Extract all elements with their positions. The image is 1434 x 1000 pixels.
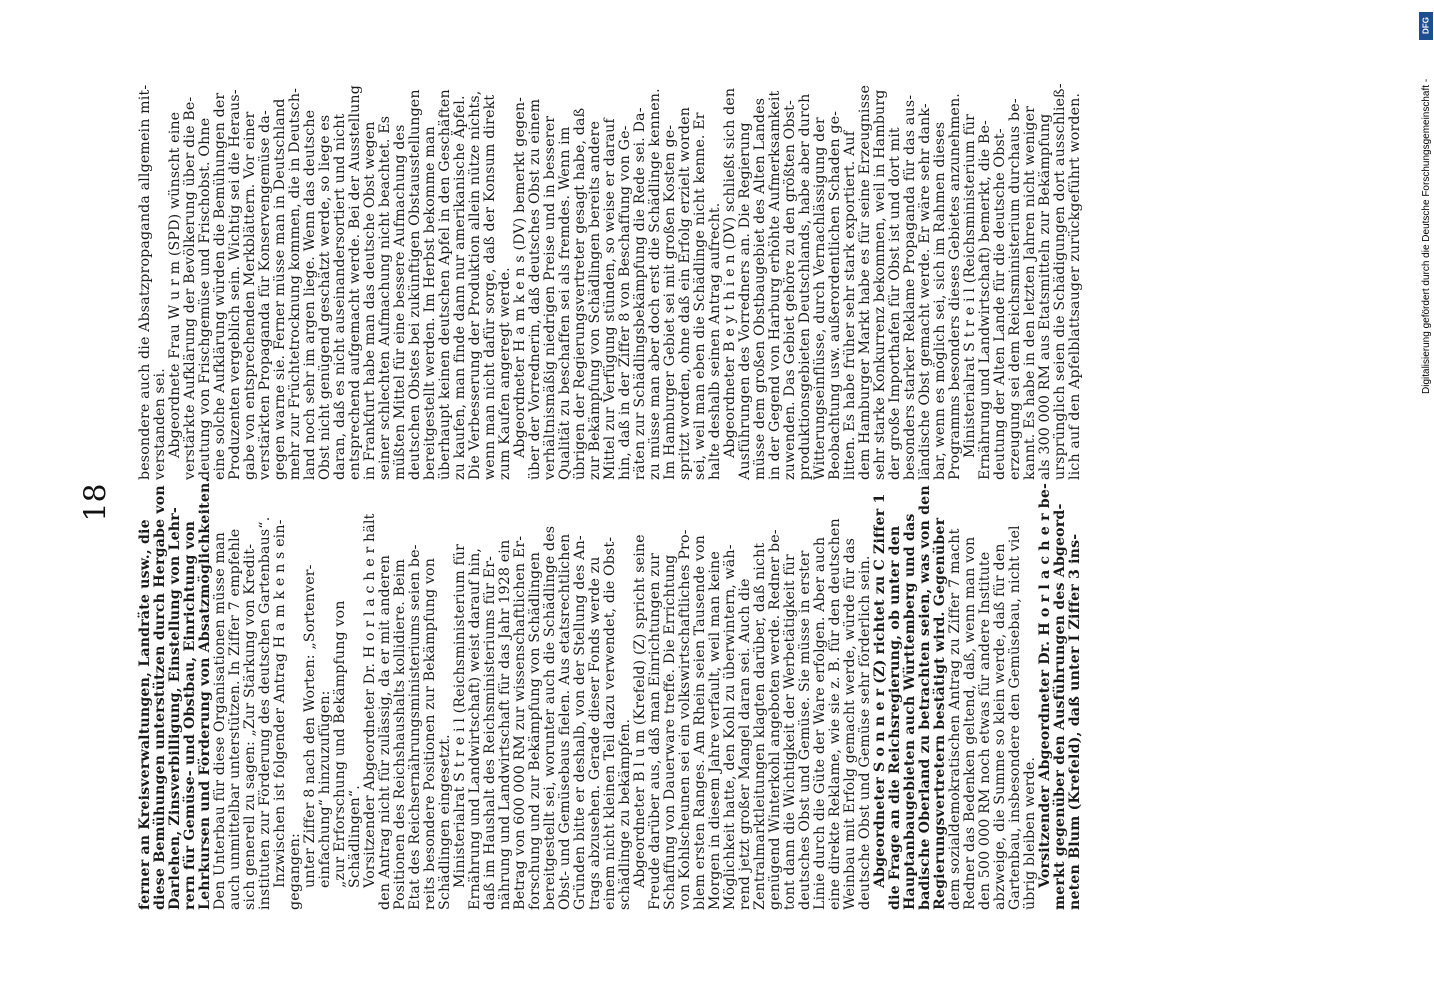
text-line: halte deshalb seinen Antrag aufrecht. xyxy=(707,202,723,480)
text-line: daß im Haushalt des Reichsministeriums für Er- xyxy=(482,555,498,910)
text-line: badische Oberland zu betrachten seien, was von den xyxy=(917,485,933,910)
text-line: Positionen des Reichshaushalts kollidiere. Beim xyxy=(392,558,408,910)
text-line: verhältnismäßig niedrigen Preise und in besserer xyxy=(542,115,558,480)
text-line: daran, daß es nicht auseinandersortiert und nicht xyxy=(332,113,348,480)
text-line: deutung der Alten Lande für die deutsche Obst- xyxy=(992,128,1008,480)
text-line: besondere auch die Absatzpropaganda allgemein mit- xyxy=(137,84,153,480)
text-line: Obst- und Gemüsebaus fielen. Aus etatsrechtlichen xyxy=(557,533,573,910)
text-line: Die Verbesserung der Produktion allein nütze nichts, xyxy=(467,90,483,480)
text-line: eine direkte Reklame, wie sie z. B. für den deutschen xyxy=(827,518,843,910)
text-line: Etat des Reichsernährungsministeriums seien be- xyxy=(407,544,423,910)
text-line: Den Unterbau für diese Organisationen müsse man xyxy=(212,532,228,910)
text-line: Redner das Bedenken geltend, daß, wenn man von xyxy=(962,536,978,910)
text-line: Morgen in diesem Jahre verfault, weil man keine xyxy=(707,551,723,910)
text-line: dem Hamburger Markt habe es für seine Erzeugnisse xyxy=(857,85,873,480)
text-line: verstärkte Aufklärung der Bevölkerung über die Be- xyxy=(182,96,198,480)
dfg-logo xyxy=(1419,12,1433,40)
text-line: deutsche Obst und Gemüse sehr förderlich sein. xyxy=(857,555,873,910)
text-line: überhaupt keinen deutschen Apfel in den Geschäften xyxy=(437,89,453,480)
text-line: bar, wenn es möglich sei, sich im Rahmen dieses xyxy=(932,121,948,480)
text-line: bereitgestellt sei, worunter auch die Schädlinge des xyxy=(542,525,558,910)
text-line: übrig bleiben werde. xyxy=(1022,756,1038,910)
text-line: abzweige, die Summe so klein werde, daß für den xyxy=(992,543,1008,910)
text-line: Ausführungen des Vorredners an. Die Regierung xyxy=(737,122,753,480)
text-line: neten Blum (Krefeld), daß unter I Ziffer 3 ins- xyxy=(1067,533,1083,910)
text-line: die Frage an die Reichsregierung, ob unter den xyxy=(887,525,903,910)
text-line: Qualität zu beschaffen sei als fremdes. Wenn im xyxy=(557,126,573,480)
text-line: verstärkten Propaganda für Konservengemüse da- xyxy=(257,110,273,480)
text-line: bereitgestellt werden. Im Herbst bekomme man xyxy=(422,126,438,480)
text-line: Ministerialrat S t r e i l (Reichsministerium für xyxy=(452,543,468,888)
text-line: Lehrkursen und Förderung von Absatzmöglichkeiten. xyxy=(197,477,213,910)
text-line: in der Gegend von Harburg erhöhte Aufmerksamkeit xyxy=(767,90,783,480)
text-line: Hauptanbaugebieten auch Württemberg und das xyxy=(902,513,918,910)
text-line: instituten zur Förderung des deutschen Gartenbaus“. xyxy=(257,516,273,910)
text-line: einfachung“ hinzuzufügen: xyxy=(317,690,333,888)
text-line: trags abzusehen. Gerade dieser Fonds werde zu xyxy=(587,556,603,910)
text-line: Witterungseinflüsse, durch Vernachlässigung der xyxy=(812,117,828,480)
text-line: ursprünglich seien die Schädigungen dort ausschließ- xyxy=(1052,83,1068,480)
text-line: räten zur Schädlingsbekämpfung die Rede sei. Da- xyxy=(632,107,648,480)
text-line: Schädlingen“. xyxy=(347,785,363,888)
text-line: erzeugung sei dem Reichsministerium durchaus be- xyxy=(1007,98,1023,480)
text-line: Ernährung und Landwirtschaft) weist darauf hin, xyxy=(467,547,483,910)
text-line: den 500 000 RM noch etwas für andere Institute xyxy=(977,551,993,910)
text-line: zum Kaufen angeregt werde. xyxy=(497,267,513,480)
text-line: ländische Obst gemacht werde. Er wäre sehr dank- xyxy=(917,103,933,480)
text-line: Weinbau mit Erfolg gemacht werde, würde für das xyxy=(842,537,858,910)
text-line: von Kohlscheunen sei ein volkswirtschaftliches Pro- xyxy=(677,529,693,910)
text-line: über der Vorrednerin, daß deutsches Obst zu einem xyxy=(527,98,543,480)
text-line: reits besondere Positionen zur Bekämpfung von xyxy=(422,558,438,910)
text-line: Obst nicht genügend geschätzt werde, so liege es xyxy=(317,114,333,480)
text-line: besonders starker Reklame Propaganda für das aus- xyxy=(902,94,918,480)
text-line: Abgeordneter S o n n e r (Z) richtet zu C Ziffer 1 xyxy=(872,493,888,888)
text-line: übrigen der Regierungsvertreter gesagt habe, daß xyxy=(572,107,588,480)
text-line: rern für Gemüse- und Obstbau, Einrichtung von xyxy=(182,520,198,910)
text-line: Vorsitzender Abgeordneter Dr. H o r l a c h e r hält xyxy=(362,513,378,888)
text-line: Abgeordnete Frau W u r m (SPD) wünscht eine xyxy=(167,111,183,458)
text-line: Abgeordneter B e y t h i e n (DV) schließt sich den xyxy=(722,87,738,458)
text-line: seiner schlechten Aufmachung nicht beachtet. Es xyxy=(377,115,393,480)
text-line: gegen warne sie. Ferner müsse man in Deutschland xyxy=(272,98,288,480)
text-line: Zentralmarktleitungen klagten darüber, daß nicht xyxy=(752,542,768,910)
text-line: auch unmittelbar unterstützen. In Ziffer 7 empfehle xyxy=(227,528,243,910)
text-line: hin, daß in der Ziffer 8 von Beschaffung von Ge- xyxy=(617,125,633,480)
text-line: nährung und Landwirtschaft für das Jahr 1928 ein xyxy=(497,539,513,910)
text-line: produktionsgebieten Deutschlands, habe aber durch xyxy=(797,93,813,480)
text-line: Freude darüber aus, daß man Einrichtungen zur xyxy=(647,552,663,910)
text-line: gegangen: xyxy=(287,833,303,910)
text-line: Im Hamburger Gebiet sei mit großen Kosten ge- xyxy=(662,124,678,480)
text-line: Beobachtung usw. außerordentlichen Schaden ge- xyxy=(827,110,843,480)
text-line: litten. Es habe früher sehr stark exportiert. Auf xyxy=(842,130,858,480)
text-line: wenn man nicht dafür sorge, daß der Konsum direkt xyxy=(482,94,498,480)
page-number: 18 xyxy=(78,483,114,522)
text-line: Mittel zur Verfügung stünden, so weise er darauf xyxy=(602,118,618,480)
text-line: deutsches Obst und Gemüse. Sie müsse in erster xyxy=(797,550,813,910)
text-line: „zur Erforschung und Bekämpfung von xyxy=(332,600,348,888)
text-line: land noch sehr im argen liege. Wenn das deutsche xyxy=(302,109,318,480)
text-line: zu kaufen, man finde dann nur amerikanische Äpfel. xyxy=(452,95,468,480)
text-line: diese Bemühungen unterstützen durch Hergabe von xyxy=(152,485,168,910)
text-line: deutschen Obstes bei zukünftigen Obstausstellungen xyxy=(407,89,423,480)
text-line: einem nicht kleinen Teil dazu verwendet, die Obst- xyxy=(602,536,618,910)
text-line: tont dann die Wichtigkeit der Werbetätigkeit für xyxy=(782,554,798,910)
text-line: Regierungsvertretern bestätigt wird. Gegenüber xyxy=(932,517,948,910)
text-line: Programms besonders dieses Gebietes anzunehmen. xyxy=(947,93,963,480)
text-line: deutung von Frischgemüse und Frischobst. Ohne xyxy=(197,117,213,480)
text-line: den Antrag nicht für zulässig, da er mit anderen xyxy=(377,554,393,910)
text-line: Gründen bitte er deshalb, von der Stellung des An- xyxy=(572,535,588,910)
text-line: blem ersten Ranges. Am Rhein seien Tausende von xyxy=(692,535,708,910)
text-line: Abgeordneter B l u m (Krefeld) (Z) spricht seine xyxy=(632,534,648,888)
text-line: schädlinge zu bekämpfen. xyxy=(617,718,633,910)
text-line: Darlehen, Zinsverbilligung, Einstellung von Lehr- xyxy=(167,507,183,910)
text-line: zur Bekämpfung von Schädlingen bereits andere xyxy=(587,120,603,480)
text-line: Vorsitzender Abgeordneter Dr. H o r l a c h e r be- xyxy=(1037,482,1053,888)
text-line: Gartenbau, insbesondere den Gemüsebau, nicht viel xyxy=(1007,525,1023,910)
text-line: Linie durch die Güte der Ware erfolgen. Aber auch xyxy=(812,536,828,910)
text-line: Produzenten vergeblich sein. Wichtig sei die Heraus- xyxy=(227,89,243,480)
text-line: sei, weil man eben die Schädlinge nicht kenne. Er xyxy=(692,112,708,480)
text-line: zuwenden. Das Gebiet gehöre zu den größten Obst- xyxy=(782,100,798,480)
text-line: sehr starke Konkurrenz bekommen, weil in Hamburg xyxy=(872,89,888,480)
text-line: forschung und zur Bekämpfung von Schädlingen xyxy=(527,551,543,910)
text-line: sich generell zu sagen: „Zur Stärkung von Kredit- xyxy=(242,543,258,910)
text-line: Ministerialrat S t r e i l (Reichsministerium für xyxy=(962,113,978,458)
text-line: der große Importhafen für Obst ist und dort mit xyxy=(887,127,903,480)
text-line: spritzt worden, ohne daß ein Erfolg erzielt worden xyxy=(677,107,693,480)
text-line: dem sozialdemokratischen Antrag zu Ziffer 7 macht xyxy=(947,528,963,910)
credit-text: Digitalisierung gefördert durch die Deutsche Forschungsgemeinschaft - xyxy=(1421,78,1432,394)
text-line: Abgeordneter H a m k e n s (DV) bemerkt gegen- xyxy=(512,96,528,458)
text-line: genügend Winterkohl angeboten werde. Redner be- xyxy=(767,529,783,910)
text-line: müßten Mittel für eine bessere Aufmachung des xyxy=(392,124,408,480)
text-line: Schaffung von Dauerware treffe. Die Errichtung xyxy=(662,554,678,910)
dfg-logo-text: DFG xyxy=(1421,17,1431,34)
text-line: mehr zur Früchtetrocknung kommen, die in Deutsch- xyxy=(287,87,303,480)
text-line: Möglichkeit hatte, den Kohl zu überwintern, wäh- xyxy=(722,544,738,910)
text-line: eine solche Aufklärung würden die Bemühungen der xyxy=(212,92,228,480)
text-line: Ernährung und Landwirtschaft) bemerkt, die Be- xyxy=(977,120,993,480)
text-line: kannt. Es habe in den letzten Jahren nicht weniger xyxy=(1022,106,1038,480)
text-line: entsprechend aufgemacht werde. Bei der Ausstellung xyxy=(347,85,363,480)
text-line: in Frankfurt habe man das deutsche Obst wegen xyxy=(362,121,378,480)
text-line: Inzwischen ist folgender Antrag H a m k e n s ein- xyxy=(272,519,288,888)
text-line: Schädlingen eingesetzt. xyxy=(437,734,453,910)
text-line: unter Ziffer 8 nach den Worten: „Sortenver- xyxy=(302,564,318,888)
text-line: verstanden sei. xyxy=(152,368,168,480)
text-line: müsse dem großen Obstbaugebiet des Alten Landes xyxy=(752,97,768,480)
text-line: lich auf den Apfelblattsauger zurückgeführt worden. xyxy=(1067,92,1083,480)
text-line: rend jetzt großer Mangel daran sei. Auch die xyxy=(737,578,753,910)
text-line: als 300 000 RM aus Etatsmitteln zur Bekämpfung xyxy=(1037,113,1053,480)
text-line: zu müsse man aber doch erst die Schädlinge kennen. xyxy=(647,88,663,480)
text-line: merkt gegenüber den Ausführungen des Abgeord- xyxy=(1052,503,1068,910)
text-line: Betrag von 600 000 RM zur wissenschaftlichen Er- xyxy=(512,535,528,910)
text-line: ferner an Kreisverwaltungen, Landräte usw., die xyxy=(137,519,153,910)
text-line: gabe von entsprechenden Merkblättern. Vor einer xyxy=(242,111,258,480)
